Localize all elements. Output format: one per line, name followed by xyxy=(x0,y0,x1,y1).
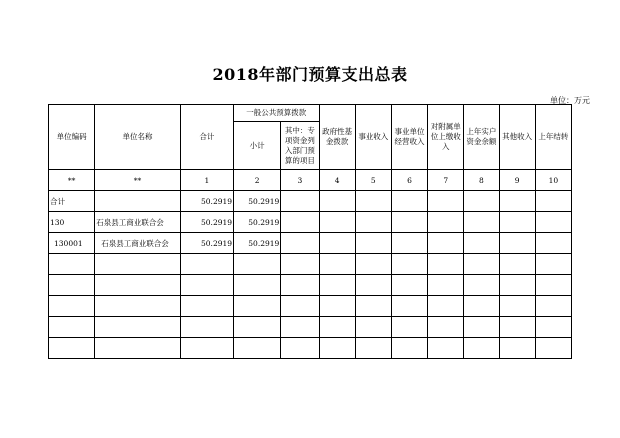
header-operating: 事业单位经营收入 xyxy=(391,105,427,170)
index-cell: 7 xyxy=(428,170,464,191)
table-row xyxy=(49,317,572,338)
index-cell: 3 xyxy=(281,170,319,191)
unit-label: 单位：万元 xyxy=(550,96,590,105)
table-row xyxy=(49,296,572,317)
row-total: 50.2919 xyxy=(180,233,233,254)
header-subordinate: 对附属单位上缴收入 xyxy=(428,105,464,170)
table-row xyxy=(49,254,572,275)
table-row xyxy=(49,233,572,254)
index-cell: 1 xyxy=(180,170,233,191)
index-cell: 10 xyxy=(535,170,571,191)
row-name: 石泉县工商业联合会 xyxy=(95,212,180,233)
row-subtotal: 50.2919 xyxy=(234,233,281,254)
row-name xyxy=(95,191,180,212)
row-subtotal: 50.2919 xyxy=(234,191,281,212)
budget-table xyxy=(48,104,572,359)
index-cell: 9 xyxy=(499,170,535,191)
row-code: 130 xyxy=(49,212,95,233)
row-code: 合计 xyxy=(49,191,95,212)
header-special: 其中：专项资金列入部门预算的项目 xyxy=(281,122,319,170)
row-total: 50.2919 xyxy=(180,191,233,212)
header-balance: 上年实户资金余额 xyxy=(464,105,499,170)
index-cell: ** xyxy=(49,170,95,191)
header-other: 其他收入 xyxy=(499,105,535,170)
header-gov-fund: 政府性基金拨款 xyxy=(319,105,355,170)
index-cell: 5 xyxy=(355,170,391,191)
header-career: 事业收入 xyxy=(355,105,391,170)
index-row xyxy=(49,170,572,191)
index-cell: ** xyxy=(95,170,180,191)
row-subtotal: 50.2919 xyxy=(234,212,281,233)
index-cell: 4 xyxy=(319,170,355,191)
row-code: 130001 xyxy=(49,233,95,254)
table-row xyxy=(49,275,572,296)
header-carryover: 上年结转 xyxy=(535,105,571,170)
index-cell: 8 xyxy=(464,170,499,191)
header-subtotal: 小计 xyxy=(234,122,281,170)
table-row xyxy=(49,338,572,359)
table-row xyxy=(49,191,572,212)
header-general: 一般公共预算拨款 xyxy=(234,105,319,122)
index-cell: 6 xyxy=(391,170,427,191)
table-row xyxy=(49,212,572,233)
index-cell: 2 xyxy=(234,170,281,191)
header-code: 单位编码 xyxy=(49,105,95,170)
row-total: 50.2919 xyxy=(180,212,233,233)
header-total: 合计 xyxy=(180,105,233,170)
header-name: 单位名称 xyxy=(95,105,180,170)
row-name: 石泉县工商业联合会 xyxy=(95,233,180,254)
page-title: 2018年部门预算支出总表 xyxy=(212,65,408,84)
